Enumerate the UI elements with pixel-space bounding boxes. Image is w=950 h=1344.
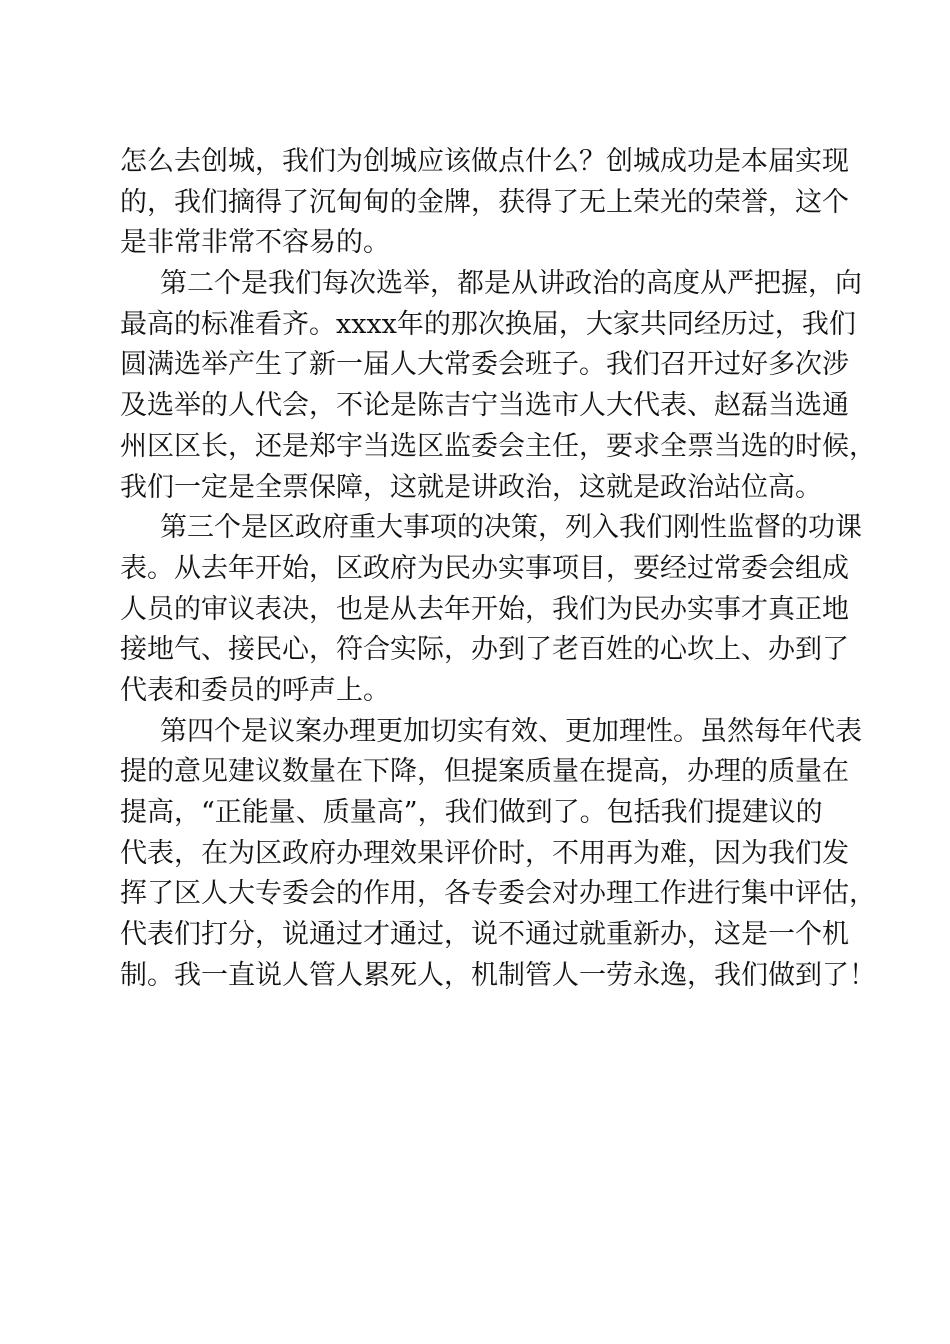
document-body	[120, 142, 876, 996]
paragraph-line: 怎么去创城，我们为创城应该做点什么？创城成功是本届实现	[120, 146, 849, 177]
paragraph-line: 是非常非常不容易的。	[120, 227, 390, 259]
paragraph-line: 圆满选举产生了新一届人大常委会班子。我们召开过好多次涉	[120, 349, 849, 381]
paragraph-line: 及选举的人代会，不论是陈吉宁当选市人大代表、赵磊当选通	[120, 390, 849, 422]
paragraph-line: 我们一定是全票保障，这就是讲政治，这就是政治站位高。	[120, 471, 822, 503]
paragraph-3	[120, 508, 862, 711]
paragraph-line: 第四个是议案办理更加切实有效、更加理性。虽然每年代表	[160, 715, 862, 747]
paragraph-line: 制。我一直说人管人累死人，机制管人一劳永逸，我们做到了！	[120, 959, 876, 991]
paragraph-line: 人员的审议表决，也是从去年开始，我们为民办实事才真正地	[120, 593, 849, 625]
paragraph-line: 代表，在为区政府办理效果评价时，不用再为难，因为我们发	[120, 837, 849, 869]
paragraph-line: 提的意见建议数量在下降，但提案质量在提高，办理的质量在	[120, 756, 849, 788]
paragraph-line: 的，我们摘得了沉甸甸的金牌，获得了无上荣光的荣誉，这个	[120, 186, 849, 218]
paragraph-2	[120, 264, 876, 508]
paragraph-line: 代表们打分，说通过才通过，说不通过就重新办，这是一个机	[120, 919, 849, 951]
paragraph-line: 表。从去年开始，区政府为民办实事项目，要经过常委会组成	[120, 552, 849, 584]
paragraph-line: 第三个是区政府重大事项的决策，列入我们刚性监督的功课	[160, 512, 862, 544]
paragraph-line: 最高的标准看齐。xxxx年的那次换届，大家共同经历过，我们	[120, 308, 856, 340]
paragraph-1	[120, 142, 849, 264]
paragraph-line: 州区区长，还是郑宇当选区监委会主任，要求全票当选的时候，	[120, 430, 876, 462]
paragraph-line: 提高，“正能量、质量高”，我们做到了。包括我们提建议的	[120, 797, 823, 828]
paragraph-line: 第二个是我们每次选举，都是从讲政治的高度从严把握，向	[160, 268, 862, 300]
paragraph-line: 代表和委员的呼声上。	[120, 674, 390, 706]
paragraph-4	[120, 712, 876, 997]
paragraph-line: 接地气、接民心，符合实际，办到了老百姓的心坎上、办到了	[120, 634, 849, 666]
paragraph-line: 挥了区人大专委会的作用，各专委会对办理工作进行集中评估，	[120, 878, 876, 910]
